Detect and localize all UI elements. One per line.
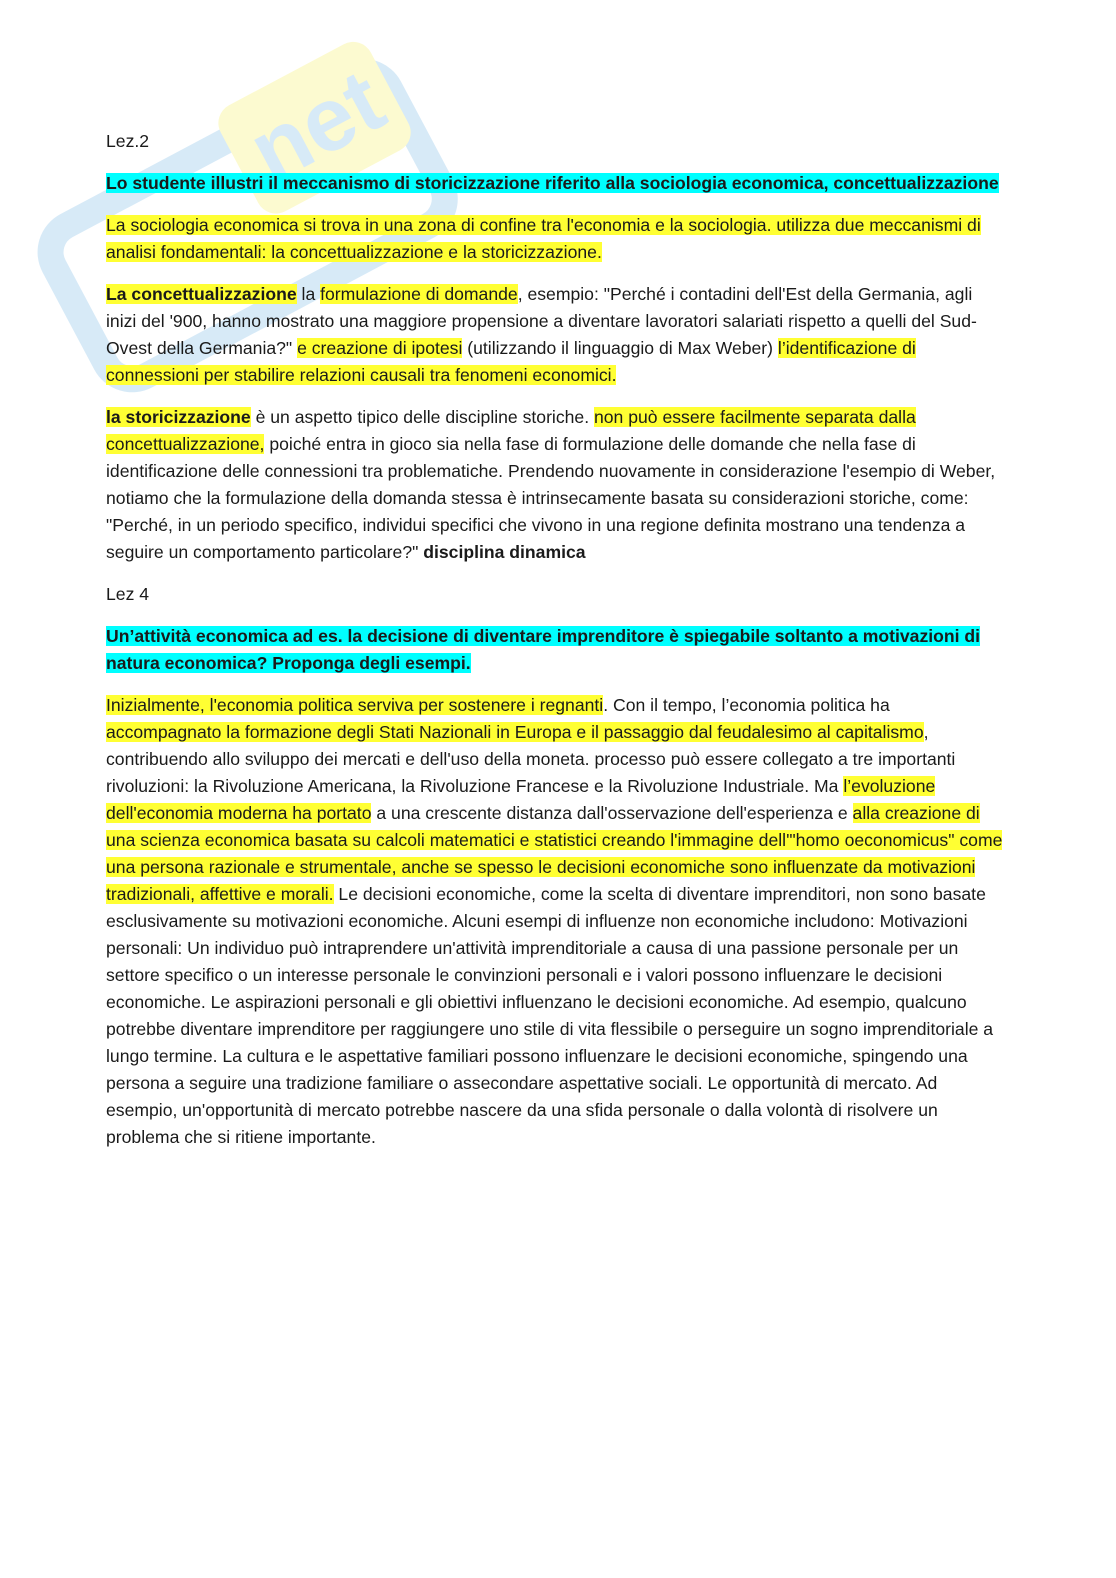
term-bold: la storicizzazione <box>106 407 251 427</box>
section-2-question <box>106 623 1006 677</box>
body-text: , esempio: "Perché i contadini dell'Est della Germania, agli inizi del '900, hanno mostrato una maggiore propensione a diventare lavoratori salariati rispetto a quelli del Sud-Ovest della Germania?" <box>106 284 977 358</box>
body-text: Le decisioni economiche, come la scelta di diventare imprenditori, non sono basate esclusivamente su motivazioni economiche. Alcuni esempi di influenze non economiche includono: Motivazioni personali: Un individuo può intraprendere un'attività imprenditoriale a causa di una passione personale per un settore specifico o un interesse personale le convinzioni personali e i valori possono influenzare le decisioni economiche. Le aspirazioni personali e gli obiettivi influenzano le decisioni economiche. Ad esempio, qualcuno potrebbe diventare imprenditore per raggiungere uno stile di vita flessibile o perseguire un sogno imprenditoriale a lungo termine. La cultura e le aspettative familiari possono influenzare le decisioni economiche, spingendo una persona a seguire una tradizione familiare o assecondare aspettative sociali. Le opportunità di mercato. Ad esempio, un'opportunità di mercato potrebbe nascere da una sfida personale o dalla volontà di risolvere un problema che si ritiene importante. <box>106 884 994 1147</box>
section-1-paragraph-2 <box>106 281 1006 389</box>
term-concettualizzazione <box>106 284 297 304</box>
highlighted-text: non può essere facilmente separata dalla concettualizzazione, <box>106 407 916 454</box>
term-storicizzazione <box>106 407 251 427</box>
highlighted-text: La sociologia economica si trova in una zona di confine tra l'economia e la sociologia. utilizza due meccanismi di analisi fondamentali: la concettualizzazione e la storicizzazione. <box>106 215 981 262</box>
document-body <box>106 128 1006 1166</box>
term-bold: La concettualizzazione <box>106 284 297 304</box>
body-text: la <box>296 284 321 304</box>
body-text: , contribuendo allo sviluppo dei mercati e dell'uso della moneta. processo può essere collegato a tre importanti rivoluzioni: la Rivoluzione Americana, la Rivoluzione Francese e la Rivoluzione Industriale. Ma <box>106 722 956 796</box>
section-1-question <box>106 170 1006 197</box>
section-2-title: Lez 4 <box>106 584 150 604</box>
watermark-text: net <box>233 50 400 203</box>
body-text: a una crescente distanza dall'osservazione dell'esperienza e <box>371 803 853 823</box>
highlighted-text: l’identificazione di connessioni per stabilire relazioni causali tra fenomeni economici. <box>106 338 916 385</box>
section-2-paragraph-1 <box>106 692 1006 1151</box>
question-text: Un’attività economica ad es. la decisione di diventare imprenditore è spiegabile soltanto a motivazioni di natura economica? Proponga degli esempi. <box>106 626 981 673</box>
body-text: poiché entra in gioco sia nella fase di formulazione delle domande che nella fase di identificazione delle connessioni tra problematiche. Prendendo nuovamente in considerazione l'esempio di Weber, notiamo che la formulazione della domanda stessa è intrinsecamente basata su considerazioni storiche, come: "Perché, in un periodo specifico, individui specifici che vivono in una regione definita mostrano una tendenza a seguire un comportamento particolare?" <box>106 434 996 562</box>
term-bold: disciplina dinamica <box>423 542 586 562</box>
highlighted-text: e creazione di ipotesi <box>297 338 463 358</box>
highlighted-text: formulazione di domande <box>320 284 518 304</box>
body-text: (utilizzando il linguaggio di Max Weber) <box>462 338 778 358</box>
section-1-paragraph-1 <box>106 212 1006 266</box>
section-1-paragraph-3 <box>106 404 1006 566</box>
highlighted-text: Inizialmente, l'economia politica serviva per sostenere i regnanti <box>106 695 604 715</box>
body-text: . Con il tempo, l’economia politica ha <box>603 695 890 715</box>
section-1-title: Lez.2 <box>106 131 150 151</box>
question-text: Lo studente illustri il meccanismo di storicizzazione riferito alla sociologia economica, concettualizzazione <box>106 173 999 193</box>
body-text: è un aspetto tipico delle discipline storiche. <box>250 407 594 427</box>
highlighted-text: l’evoluzione dell'economia moderna ha portato <box>106 776 936 823</box>
highlighted-text: accompagnato la formazione degli Stati Nazionali in Europa e il passaggio dal feudalesimo al capitalismo <box>106 722 924 742</box>
highlighted-text: alla creazione di una scienza economica basata su calcoli matematici e statistici creando l'immagine dell'"homo oeconomicus" come una persona razionale e strumentale, anche se spesso le decisioni economiche sono influenzate da motivazioni tradizionali, affettive e morali. <box>106 803 1003 904</box>
